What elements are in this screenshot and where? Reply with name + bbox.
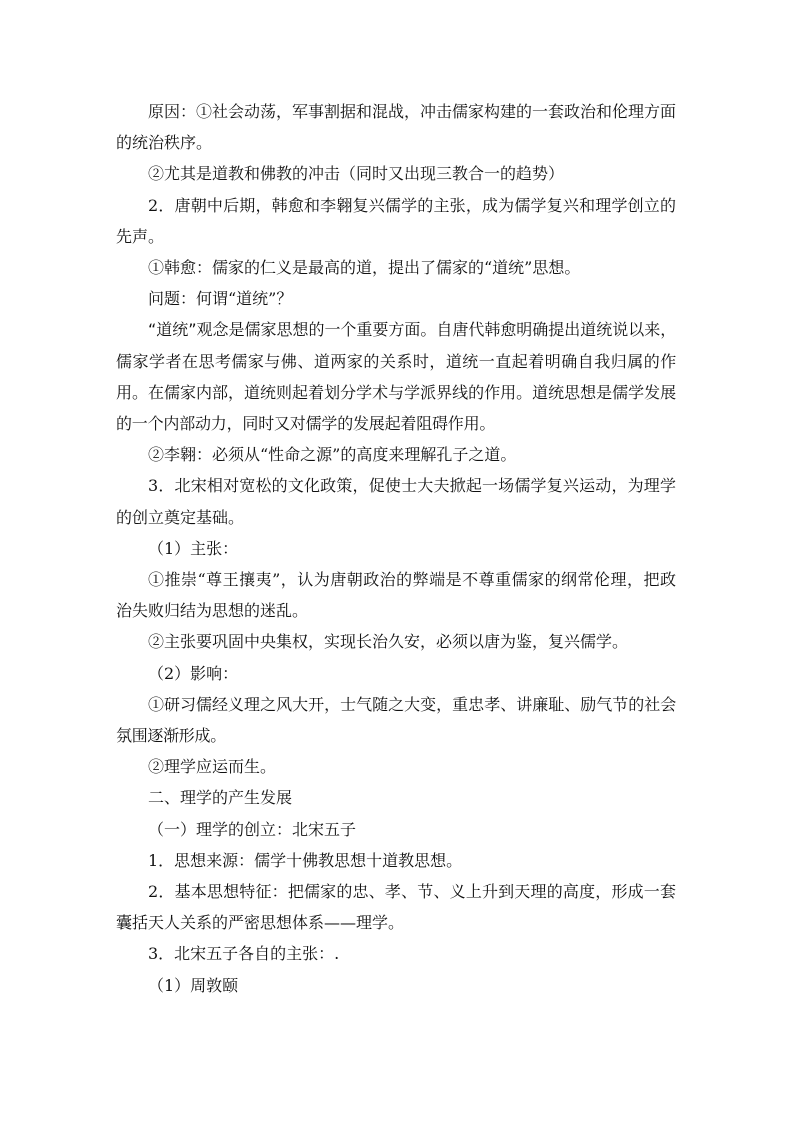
paragraph-impact-1: ①研习儒经义理之风大开，士气随之大变，重忠孝、讲廉耻、励气节的社会氛围逐渐形成。 <box>116 694 676 746</box>
paragraph-li-ao: ②李翱：必须从“性命之源”的高度来理解孔子之道。 <box>148 445 517 465</box>
paragraph-causes: 原因：①社会动荡，军事割据和混战，冲击儒家构建的一套政治和伦理方面的统治秩序。 <box>116 102 677 153</box>
paragraph-question: 问题：何谓“道统”？ <box>148 289 293 309</box>
paragraph-tang-revival: 2．唐朝中后期，韩愈和李翱复兴儒学的主张，成为儒学复兴和理学创立的先声。 <box>116 195 676 246</box>
document-body <box>116 96 676 1001</box>
paragraph-han-yu: ①韩愈：儒家的仁义是最高的道，提出了儒家的“道统”思想。 <box>148 258 581 278</box>
paragraph-impact-2: ②理学应运而生。 <box>148 757 277 777</box>
paragraph-five-masters: 3．北宋五子各自的主张：. <box>148 944 340 964</box>
section-heading-lixue: 二、理学的产生发展 <box>148 788 293 808</box>
paragraph-zhou-dunyi: （1）周敦颐 <box>148 975 239 995</box>
paragraph-impact-heading: （2）影响： <box>148 663 239 683</box>
paragraph-northern-song-policy: 3．北宋相对宽松的文化政策，促使士大夫掀起一场儒学复兴运动，为理学的创立奠定基础。 <box>116 476 676 527</box>
subsection-heading-founding: （一）理学的创立：北宋五子 <box>148 819 357 839</box>
paragraph-sources: 1．思想来源：儒学十佛教思想十道教思想。 <box>148 850 463 870</box>
paragraph-claims-heading: （1）主张： <box>148 538 239 558</box>
paragraph-taoism-buddhism: ②尤其是道教和佛教的冲击（同时又出现三教合一的趋势） <box>148 164 565 184</box>
paragraph-features: 2．基本思想特征：把儒家的忠、孝、节、义上升到天理的高度，形成一套囊括天人关系的严密思想体系——理学。 <box>116 882 676 933</box>
paragraph-claim-1: ①推崇“尊王攘夷”，认为唐朝政治的弊端是不尊重儒家的纲常伦理，把政治失败归结为思想的迷乱。 <box>116 570 676 621</box>
paragraph-daotong-explanation: “道统”观念是儒家思想的一个重要方面。自唐代韩愈明确提出道统说以来，儒家学者在思考儒家与佛、道两家的关系时，道统一直起着明确自我归属的作用。在儒家内部，道统则起着划分学术与学派界线的作用。道统思想是儒学发展的一个内部动力，同时又对儒学的发展起着阻碍作用。 <box>116 320 676 434</box>
paragraph-claim-2: ②主张要巩固中央集权，实现长治久安，必须以唐为鉴，复兴儒学。 <box>148 632 629 652</box>
